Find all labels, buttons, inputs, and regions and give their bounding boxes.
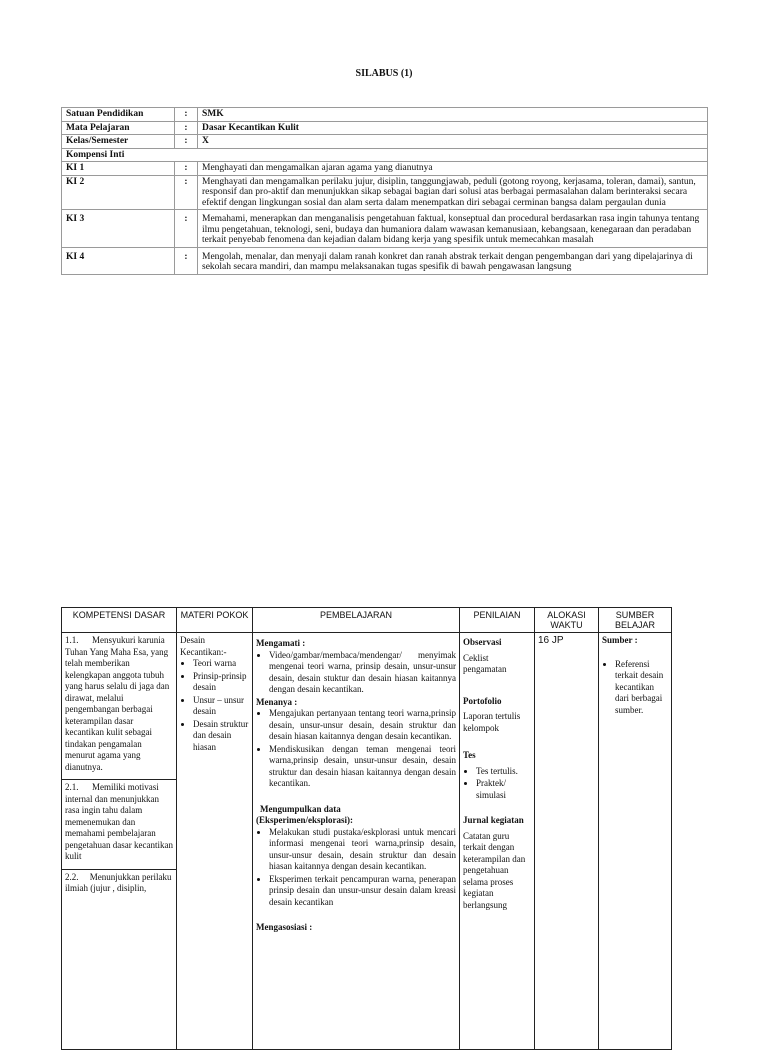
observasi-text: Ceklist pengamatan bbox=[463, 652, 507, 674]
mengamati-title: Mengamati : bbox=[256, 638, 306, 648]
ki-colon: : bbox=[175, 210, 198, 248]
info-value: SMK bbox=[198, 108, 708, 122]
list-item: • Referensi terkait desain kecantikan dari berbagai sumber. bbox=[615, 659, 668, 717]
list-item: • Mengajukan pertanyaan tentang teori warna,prinsip desain, unsur-unsur desain, desain struktur dan desain hiasan kaitannya dengan desain kecantikan. bbox=[269, 708, 456, 743]
kd-item: 2.1. Memiliki motivasi internal dan menunjukkan rasa ingin tahu dalam memenemukan dan memahami pembelajaran pengetahuan dasar kecantikan kulit bbox=[62, 779, 176, 863]
ki-row-2 bbox=[62, 175, 708, 210]
info-label: Kelas/Semester bbox=[62, 135, 175, 149]
ki-label: KI 4 bbox=[62, 247, 175, 274]
header-materi: MATERI POKOK bbox=[177, 608, 253, 633]
list-item: • Melakukan studi pustaka/eskplorasi untuk mencari informasi mengenai teori warna,prinsip desain, unsur-unsur desain, desain struktur dan desain hiasan kaitannya dengan desain kecantikan. bbox=[269, 827, 456, 873]
ki-value: Menghayati dan mengamalkan ajaran agama yang dianutnya bbox=[198, 162, 708, 176]
materi-list bbox=[180, 658, 249, 753]
pembelajaran-cell bbox=[253, 633, 460, 1050]
list-item: • Unsur – unsur desain bbox=[193, 695, 249, 718]
identity-table bbox=[61, 107, 708, 275]
menanya-list bbox=[256, 708, 456, 790]
list-item: • Mendiskusikan dengan teman mengenai teori warna,prinsip desain, unsur-unsur desain, desain struktur dan desain hiasan kaitannya dengan desain kecantikan. bbox=[269, 744, 456, 790]
sumber-cell bbox=[599, 633, 672, 1050]
info-colon: : bbox=[175, 108, 198, 122]
info-row-satuan bbox=[62, 108, 708, 122]
syllabus-body-row bbox=[62, 633, 672, 1050]
mengamati-list bbox=[256, 650, 456, 696]
ki-colon: : bbox=[175, 162, 198, 176]
info-row-kelas bbox=[62, 135, 708, 149]
document-title: SILABUS (1) bbox=[355, 68, 413, 79]
ki-value: Menghayati dan mengamalkan perilaku jujur, disiplin, tanggungjawab, peduli (gotong royong, kerjasama, toleran, damai), santun, responsif dan pro-aktif dan menunjukkan sikap sebagai bagian dari solusi atas berbagai permasalahan dalam berinteraksi secara efektif dengan lingkungan sosial dan alam serta dalam menempatkan diri sebagai cerminan bangsa dalam pergaulan dunia bbox=[198, 175, 708, 210]
info-colon: : bbox=[175, 135, 198, 149]
ki-value: Memahami, menerapkan dan menganalisis pengetahuan faktual, konseptual dan procedural berdasarkan rasa ingin tahunya tentang ilmu pengetahuan, teknologi, seni, budaya dan humaniora dalam wawasan kemanusiaan, kebangsaan, kenegaraan dan peradaban terkait penyebab fenomena dan kejadian dalam bidang kerja yang spesifik untuk memecahkan masalah bbox=[198, 210, 708, 248]
tes-title: Tes bbox=[463, 750, 476, 760]
header-sumber: SUMBER BELAJAR bbox=[599, 608, 672, 633]
kd-item: 1.1. Mensyukuri karunia Tuhan Yang Maha Esa, yang telah memberikan kelengkapan anggota tubuh yang harus selalu di jaga dan dirawat, melalui pengembangan berbagai keterampilan dasar kecantikan kulit sebagai tindakan pengamalan menurut agama yang dianutnya. bbox=[65, 635, 170, 772]
syllabus-table bbox=[61, 607, 672, 1050]
ki-label: KI 1 bbox=[62, 162, 175, 176]
header-kompetensi: KOMPETENSI DASAR bbox=[62, 608, 177, 633]
header-penilaian: PENILAIAN bbox=[460, 608, 535, 633]
jurnal-title: Jurnal kegiatan bbox=[463, 815, 524, 825]
materi-title: Desain Kecantikan:- bbox=[180, 635, 227, 657]
mengumpulkan-subtitle: (Eksperimen/eksplorasi): bbox=[256, 815, 354, 825]
alokasi-cell: 16 JP bbox=[535, 633, 599, 1050]
syllabus-header-row bbox=[62, 608, 672, 633]
ki-label: KI 3 bbox=[62, 210, 175, 248]
penilaian-cell bbox=[460, 633, 535, 1050]
sumber-list bbox=[602, 659, 668, 717]
kompetensi-cell bbox=[62, 633, 177, 1050]
kd-item: 2.2. Menunjukkan perilaku ilmiah (jujur , disiplin, bbox=[62, 869, 176, 895]
ki-row-3 bbox=[62, 210, 708, 248]
ki-colon: : bbox=[175, 175, 198, 210]
info-value: X bbox=[198, 135, 708, 149]
sumber-title: Sumber : bbox=[602, 635, 638, 645]
portofolio-title: Portofolio bbox=[463, 695, 502, 706]
ki-label: KI 2 bbox=[62, 175, 175, 210]
list-item: • Praktek/ simulasi bbox=[476, 778, 531, 801]
info-colon: : bbox=[175, 121, 198, 135]
list-item: • Prinsip-prinsip desain bbox=[193, 671, 249, 694]
menanya-title: Menanya : bbox=[256, 696, 298, 707]
observasi-title: Observasi bbox=[463, 637, 502, 647]
mengumpulkan-list bbox=[256, 827, 456, 909]
ki-value: Mengolah, menalar, dan menyaji dalam ranah konkret dan ranah abstrak terkait dengan pengembangan dari yang dipelajarinya di sekolah secara mandiri, dan mampu melaksanakan tugas spesifik di bawah pengawasan langsung bbox=[198, 247, 708, 274]
list-item: • Tes tertulis. bbox=[476, 766, 531, 778]
info-value: Dasar Kecantikan Kulit bbox=[198, 121, 708, 135]
ki-header-row bbox=[62, 148, 708, 162]
mengasosiasi-title: Mengasosiasi : bbox=[256, 922, 313, 932]
info-row-mapel bbox=[62, 121, 708, 135]
ki-row-4 bbox=[62, 247, 708, 274]
portofolio-text: Laporan tertulis kelompok bbox=[463, 711, 521, 733]
list-item: • Eksperimen terkait pencampuran warna, penerapan prinsip desain dan unsur-unsur desain dalam kreasi desain kecantikan bbox=[269, 874, 456, 909]
tes-list bbox=[463, 766, 531, 802]
jurnal-text: Catatan guru terkait dengan keterampilan dan pengetahuan selama proses kegiatan berlangsung bbox=[463, 830, 526, 910]
ki-row-1 bbox=[62, 162, 708, 176]
header-alokasi: ALOKASI WAKTU bbox=[535, 608, 599, 633]
ki-colon: : bbox=[175, 247, 198, 274]
list-item: • Video/gambar/membaca/mendengar/ menyimak mengenai teori warna, prinsip desain, unsur-unsur desain, desain stuktur dan desain hiasan kaitannya dengan desain kecantikan. bbox=[269, 650, 456, 696]
info-label: Mata Pelajaran bbox=[62, 121, 175, 135]
info-label: Satuan Pendidikan bbox=[62, 108, 175, 122]
ki-header: Kompensi Inti bbox=[62, 148, 708, 162]
header-pembelajaran: PEMBELAJARAN bbox=[253, 608, 460, 633]
list-item: • Desain struktur dan desain hiasan bbox=[193, 719, 249, 754]
list-item: • Teori warna bbox=[193, 658, 249, 670]
mengumpulkan-title: Mengumpulkan data bbox=[260, 803, 341, 814]
materi-cell bbox=[177, 633, 253, 1050]
